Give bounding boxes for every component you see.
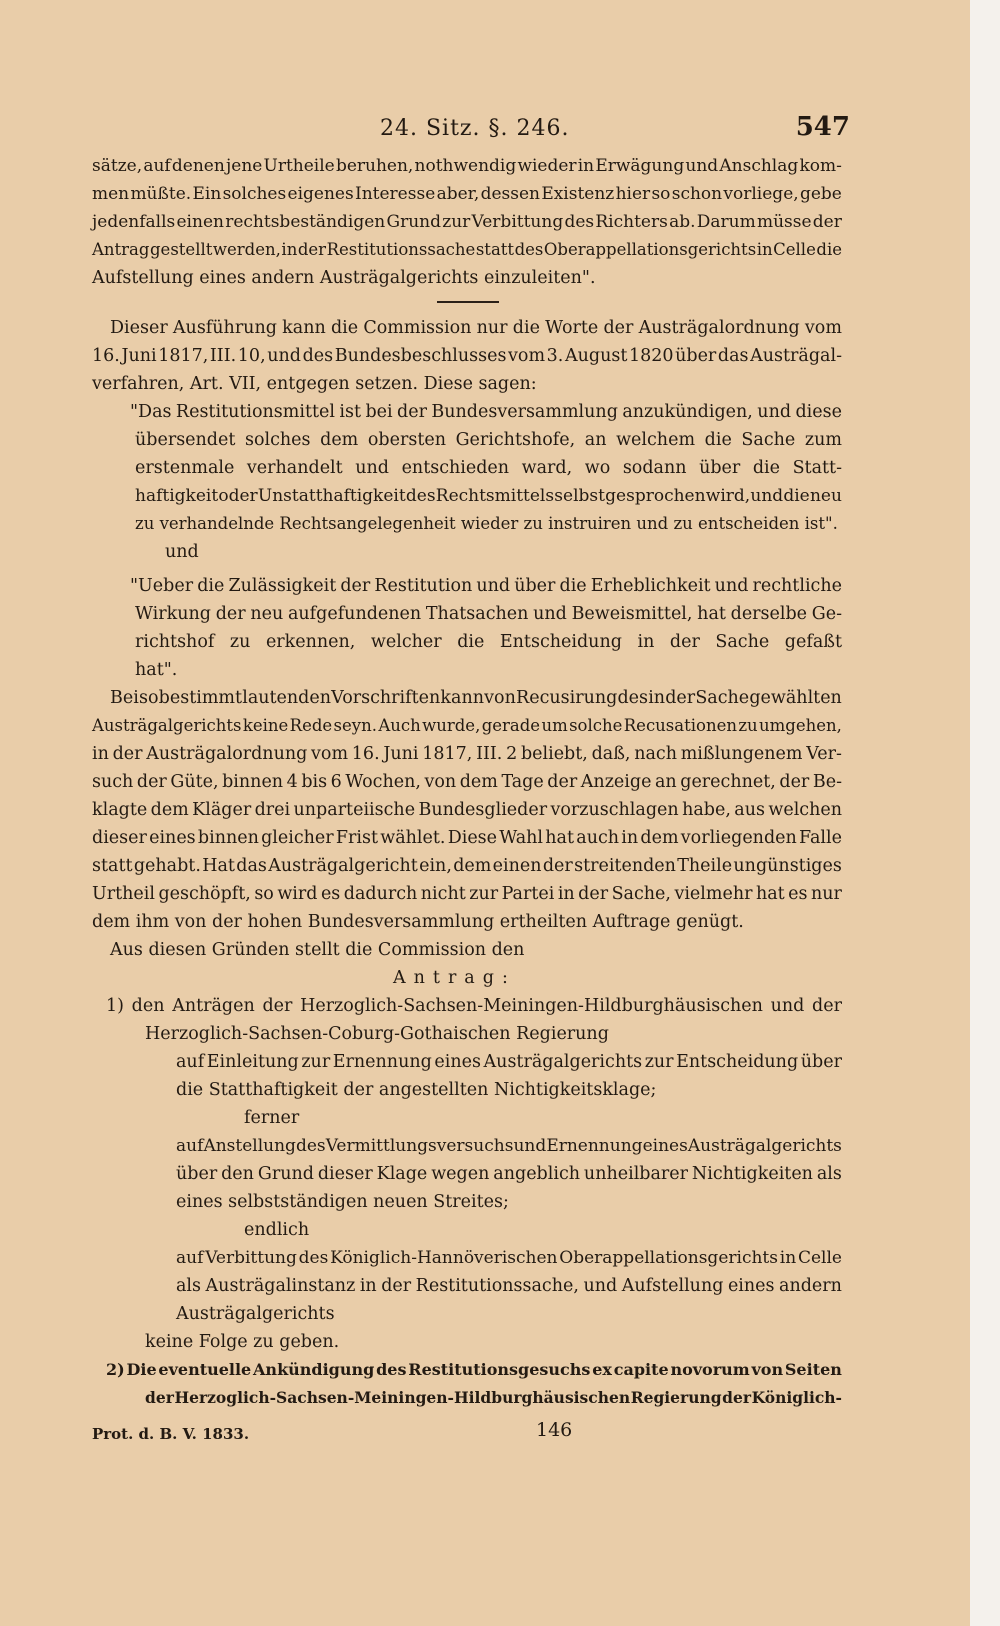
header-sitting: 24. Sitz. §. 246. (380, 116, 570, 141)
footer-protocol: Prot. d. B. V. 1833. (92, 1425, 250, 1443)
text-line: Austrägalgerichts (176, 1304, 335, 1324)
quote-line: zu verhandelnde Rechtsangelegenheit wieder zu instruiren und zu entscheiden ist". (135, 514, 838, 533)
text-line: Aufstellung eines andern Austrägalgerichts einzuleiten". (92, 268, 596, 288)
text-line: ferner (244, 1108, 300, 1128)
text-line: Antrag gestellt werden, in der Restitutionssache statt des Oberappellationsgerichts in Celle die (92, 240, 842, 259)
quote-line: Wirkung der neu aufgefundenen Thatsachen und Beweismittel, hat derselbe Ge- (135, 604, 842, 624)
text-line: als Austrägalinstanz in der Restitutionssache, und Aufstellung eines andern (176, 1276, 842, 1296)
quote-line: hat". (135, 660, 178, 680)
list-item: 1) den Anträgen der Herzoglich-Sachsen-Meiningen-Hildburghäusischen und der (106, 996, 842, 1016)
section-divider (437, 301, 499, 303)
text-line: klagte dem Kläger drei unparteiische Bundesglieder vorzuschlagen habe, aus welchen (92, 800, 842, 820)
text-line: dieser eines binnen gleicher Frist wählet. Diese Wahl hat auch in dem vorliegenden Falle (92, 828, 842, 848)
quote-line: erstenmale verhandelt und entschieden ward, wo sodann über die Statt- (135, 458, 842, 478)
text-line: über den Grund dieser Klage wegen angeblich unheilbarer Nichtigkeiten als (176, 1164, 842, 1184)
text-line: der Herzoglich-Sachsen-Meiningen-Hildburghäusischen Regierung der Königlich- (145, 1388, 842, 1407)
quote-line: richtshof zu erkennen, welcher die Entscheidung in der Sache gefaßt (135, 632, 842, 652)
quote-line: haftigkeit oder Unstatthaftigkeit des Rechtsmittels selbst gesprochen wird, und die neu (135, 486, 842, 506)
text-line: die Statthaftigkeit der angestellten Nichtigkeitsklage; (176, 1080, 657, 1100)
text-line: sätze, auf denen jene Urtheile beruhen, nothwendig wieder in Erwägung und Anschlag kom- (92, 156, 842, 176)
quote-line: "Ueber die Zulässigkeit der Restitution und über die Erheblichkeit und rechtliche (130, 576, 842, 596)
text-line: in der Austrägalordnung vom 16. Juni 1817, III. 2 beliebt, daß, nach mißlungenem Ver- (92, 744, 842, 764)
text-line: Aus diesen Gründen stellt die Commission den (110, 940, 525, 960)
text-line: auf Einleitung zur Ernennung eines Austrägalgerichts zur Entscheidung über (176, 1052, 842, 1072)
text-line: jedenfalls einen rechtsbeständigen Grund zur Verbittung des Richters ab. Darum müsse der (92, 212, 842, 232)
text-line: 16. Juni 1817, III. 10, und des Bundesbeschlusses vom 3. August 1820 über das Austrägal- (92, 346, 842, 366)
text-line: statt gehabt. Hat das Austrägalgericht ein, dem einen der streitenden Theile ungünstiges (92, 856, 842, 876)
text-line: auf Verbittung des Königlich-Hannöverischen Oberappellationsgerichts in Celle (176, 1248, 842, 1268)
text-line: endlich (244, 1220, 310, 1240)
page-header (90, 112, 850, 152)
text-line: eines selbstständigen neuen Streites; (176, 1192, 509, 1212)
sheet-signature: 146 (536, 1419, 573, 1441)
text-line: men müßte. Ein solches eigenes Interesse aber, dessen Existenz hier so schon vorliege, gebe (92, 184, 842, 204)
antrag-heading: Antrag: (393, 968, 516, 988)
text-line: und (165, 542, 199, 562)
text-line: Herzoglich-Sachsen-Coburg-Gothaischen Regierung (145, 1024, 609, 1044)
text-line: Dieser Ausführung kann die Commission nur die Worte der Austrägalordnung vom (110, 318, 842, 338)
text-line: dem ihm von der hohen Bundesversammlung ertheilten Auftrage genügt. (92, 912, 744, 932)
text-line: auf Anstellung des Vermittlungsversuchs und Ernennung eines Austrägalgerichts (176, 1136, 842, 1156)
text-line: verfahren, Art. VII, entgegen setzen. Diese sagen: (92, 374, 537, 394)
text-line: such der Güte, binnen 4 bis 6 Wochen, von dem Tage der Anzeige an gerechnet, der Be- (92, 772, 842, 792)
quote-line: übersendet solches dem obersten Gerichtshofe, an welchem die Sache zum (135, 430, 842, 450)
page-number: 547 (795, 112, 850, 142)
text-line: Urtheil geschöpft, so wird es dadurch nicht zur Partei in der Sache, vielmehr hat es nur (92, 884, 842, 904)
text-line: Bei so bestimmt lautenden Vorschriften kann von Recusirung des in der Sache gewählten (110, 688, 842, 708)
quote-line: "Das Restitutionsmittel ist bei der Bundesversammlung anzukündigen, und diese (130, 402, 842, 422)
list-item: 2) Die eventuelle Ankündigung des Restitutionsgesuchs ex capite novorum von Seiten (106, 1360, 842, 1379)
scan-margin (970, 0, 1000, 1626)
text-line: keine Folge zu geben. (145, 1332, 340, 1352)
text-line: Austrägalgerichts keine Rede seyn. Auch wurde, gerade um solche Recusationen zu umgehen, (92, 716, 842, 735)
